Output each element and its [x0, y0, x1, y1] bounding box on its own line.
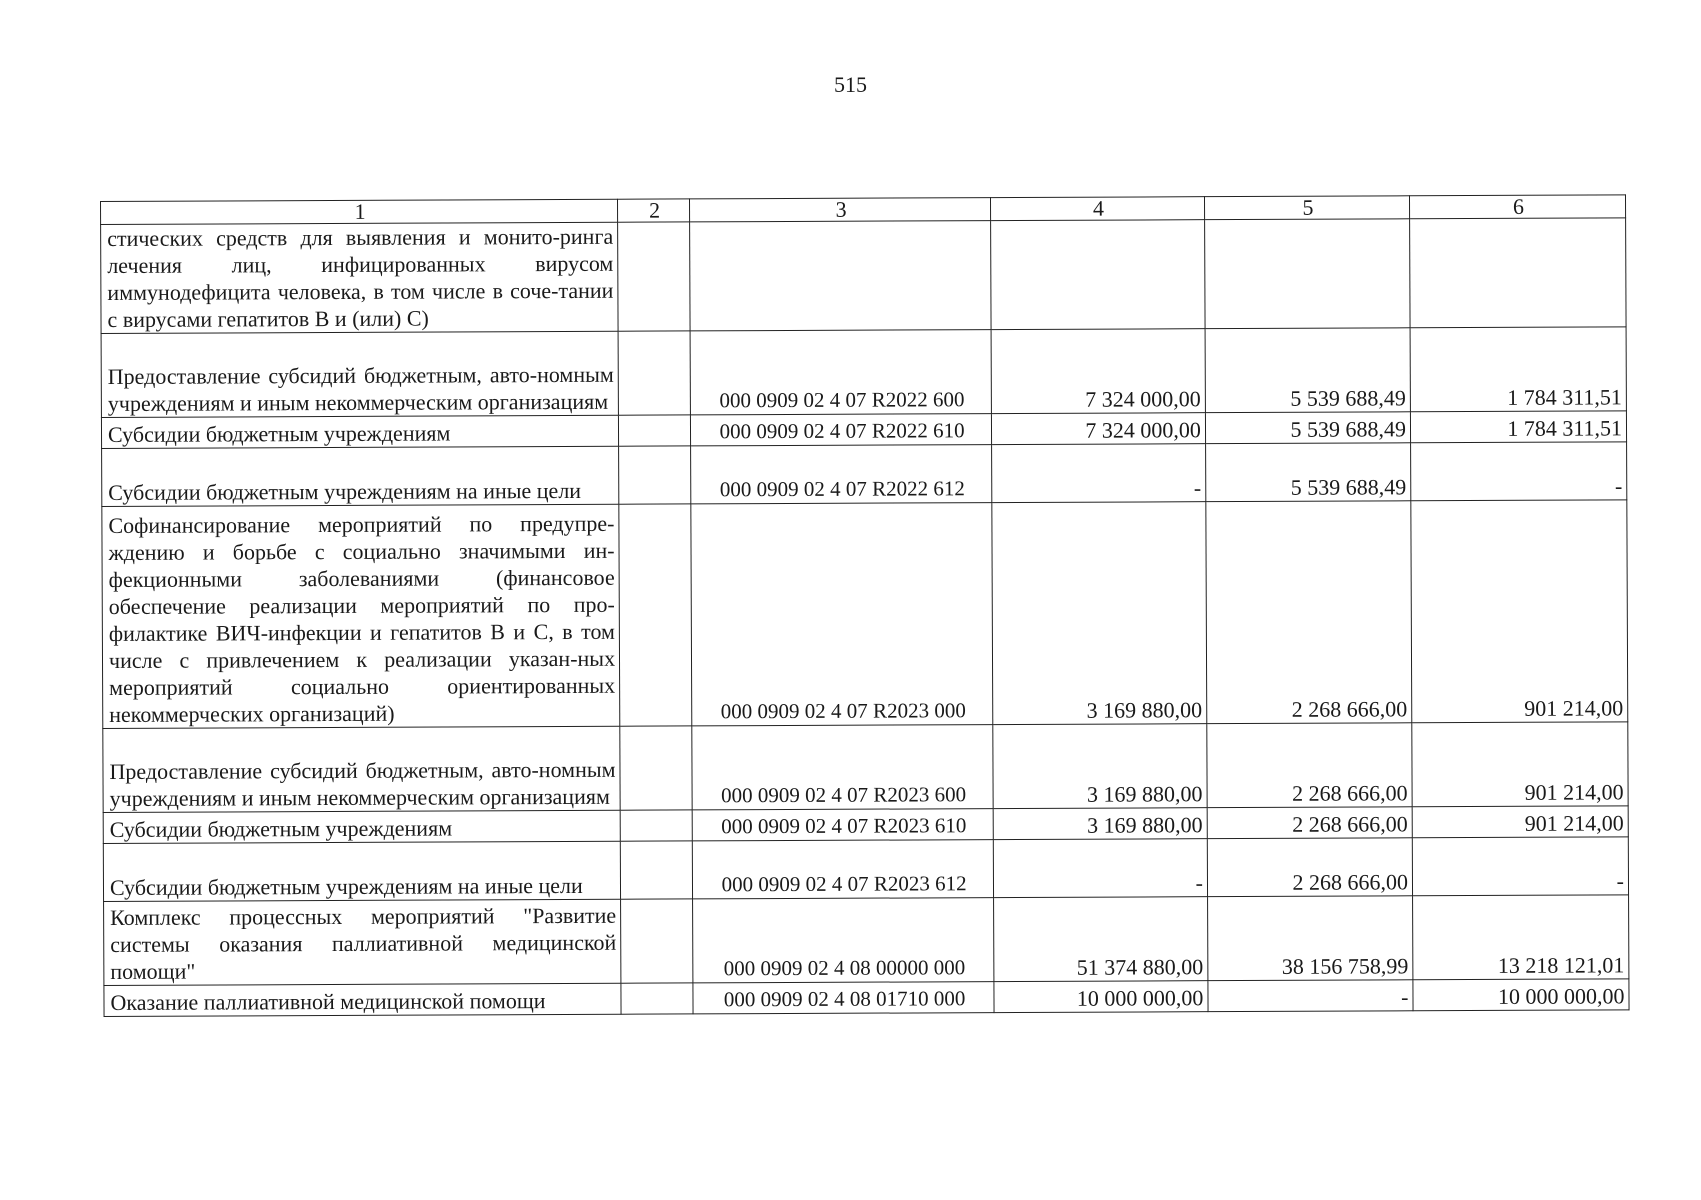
- value-col-6: 901 214,00: [1412, 722, 1628, 807]
- budget-table-wrapper: [100, 194, 1630, 1017]
- column-2-cell: [621, 899, 693, 983]
- value-col-5: 38 156 758,99: [1207, 896, 1412, 981]
- value-col-4: 3 169 880,00: [992, 502, 1207, 725]
- column-2-cell: [618, 415, 690, 446]
- value-col-4: -: [993, 839, 1207, 898]
- value-col-4: 7 324 000,00: [991, 329, 1205, 414]
- value-col-4: [991, 220, 1205, 330]
- column-2-cell: [620, 841, 692, 899]
- value-col-5: 2 268 666,00: [1207, 807, 1412, 839]
- item-name: Предоставление субсидий бюджетным, авто-номным учреждениям и иным некоммерческим организациям: [103, 726, 620, 812]
- value-col-4: 51 374 880,00: [994, 897, 1208, 982]
- column-header: 3: [690, 198, 991, 222]
- item-name: Предоставление субсидий бюджетным, авто-номным учреждениям и иным некоммерческим организациям: [101, 331, 618, 417]
- column-2-cell: [620, 810, 692, 841]
- column-2-cell: [620, 726, 692, 810]
- budget-code: 000 0909 02 4 07 R2023 610: [692, 809, 993, 841]
- budget-code: 000 0909 02 4 07 R2023 000: [691, 503, 993, 726]
- column-2-cell: [619, 504, 692, 726]
- value-col-4: 7 324 000,00: [992, 413, 1206, 445]
- value-col-6: 901 214,00: [1411, 500, 1628, 723]
- column-header: 5: [1204, 196, 1409, 220]
- value-col-6: 1 784 311,51: [1410, 411, 1626, 443]
- budget-code: [690, 221, 992, 331]
- column-2-cell: [621, 983, 693, 1014]
- value-col-5: 2 268 666,00: [1206, 501, 1412, 724]
- column-header: 1: [101, 199, 618, 224]
- value-col-6: 10 000 000,00: [1413, 979, 1629, 1011]
- budget-code: 000 0909 02 4 07 R2022 600: [690, 330, 991, 415]
- column-2-cell: [619, 446, 691, 504]
- table-row: [102, 500, 1628, 729]
- item-name: Субсидии бюджетным учреждениям на иные цели: [103, 841, 620, 901]
- table-row: [104, 979, 1629, 1017]
- value-col-5: 5 539 688,49: [1205, 443, 1410, 502]
- item-name: Субсидии бюджетным учреждениям: [103, 810, 620, 843]
- item-name: Комплекс процессных мероприятий "Развитие системы оказания паллиативной медицинской помощи": [104, 899, 621, 985]
- budget-code: 000 0909 02 4 08 01710 000: [693, 982, 994, 1014]
- budget-code: 000 0909 02 4 08 00000 000: [693, 898, 994, 983]
- value-col-5: 2 268 666,00: [1207, 723, 1412, 808]
- budget-code: 000 0909 02 4 07 R2022 612: [691, 445, 992, 504]
- value-col-6: -: [1412, 837, 1628, 896]
- column-2-cell: [618, 331, 690, 415]
- table-row: [101, 327, 1626, 418]
- item-name: Субсидии бюджетным учреждениям: [101, 415, 618, 448]
- value-col-5: 2 268 666,00: [1207, 838, 1412, 897]
- table-row: [104, 895, 1629, 986]
- budget-code: 000 0909 02 4 07 R2023 600: [692, 725, 993, 810]
- table-row: [103, 837, 1628, 902]
- column-header: 2: [618, 199, 690, 222]
- value-col-6: 1 784 311,51: [1410, 327, 1626, 412]
- table-row: [101, 218, 1626, 334]
- item-name: стических средств для выявления и монито-ринга лечения лиц, инфицированных вирусом иммунодефицита человека, в том числе в соче-тании с вирусами гепатитов В и (или) С): [101, 222, 619, 333]
- item-name: Субсидии бюджетным учреждениям на иные цели: [102, 446, 619, 506]
- item-name: Софинансирование мероприятий по предупре-ждению и борьбе с социально значимыми ин-фекционными заболеваниями (финансовое обеспечение реализации мероприятий по про-филактике ВИЧ-инфекции и гепатитов В и С, в том числе с привлечением к реализации указан-ных мероприятий социально ориентированных некоммерческих организаций): [102, 504, 620, 728]
- column-2-cell: [618, 222, 690, 331]
- value-col-4: -: [992, 444, 1206, 503]
- budget-code: 000 0909 02 4 07 R2022 610: [690, 414, 991, 446]
- value-col-6: [1410, 218, 1627, 328]
- value-col-5: 5 539 688,49: [1205, 412, 1410, 444]
- value-col-5: -: [1208, 980, 1413, 1012]
- table-row: [102, 442, 1627, 507]
- column-header: 6: [1409, 195, 1625, 219]
- value-col-4: 10 000 000,00: [994, 981, 1208, 1013]
- value-col-6: 901 214,00: [1412, 806, 1628, 838]
- value-col-5: [1204, 219, 1410, 329]
- value-col-6: -: [1411, 442, 1627, 501]
- budget-table: [100, 194, 1630, 1017]
- column-header: 4: [991, 197, 1205, 221]
- page-number: 515: [834, 72, 867, 97]
- table-row: [103, 722, 1628, 813]
- value-col-6: 13 218 121,01: [1413, 895, 1629, 980]
- value-col-5: 5 539 688,49: [1205, 328, 1410, 413]
- value-col-4: 3 169 880,00: [993, 724, 1207, 809]
- item-name: Оказание паллиативной медицинской помощи: [104, 983, 621, 1016]
- budget-code: 000 0909 02 4 07 R2023 612: [692, 840, 993, 899]
- value-col-4: 3 169 880,00: [993, 808, 1207, 840]
